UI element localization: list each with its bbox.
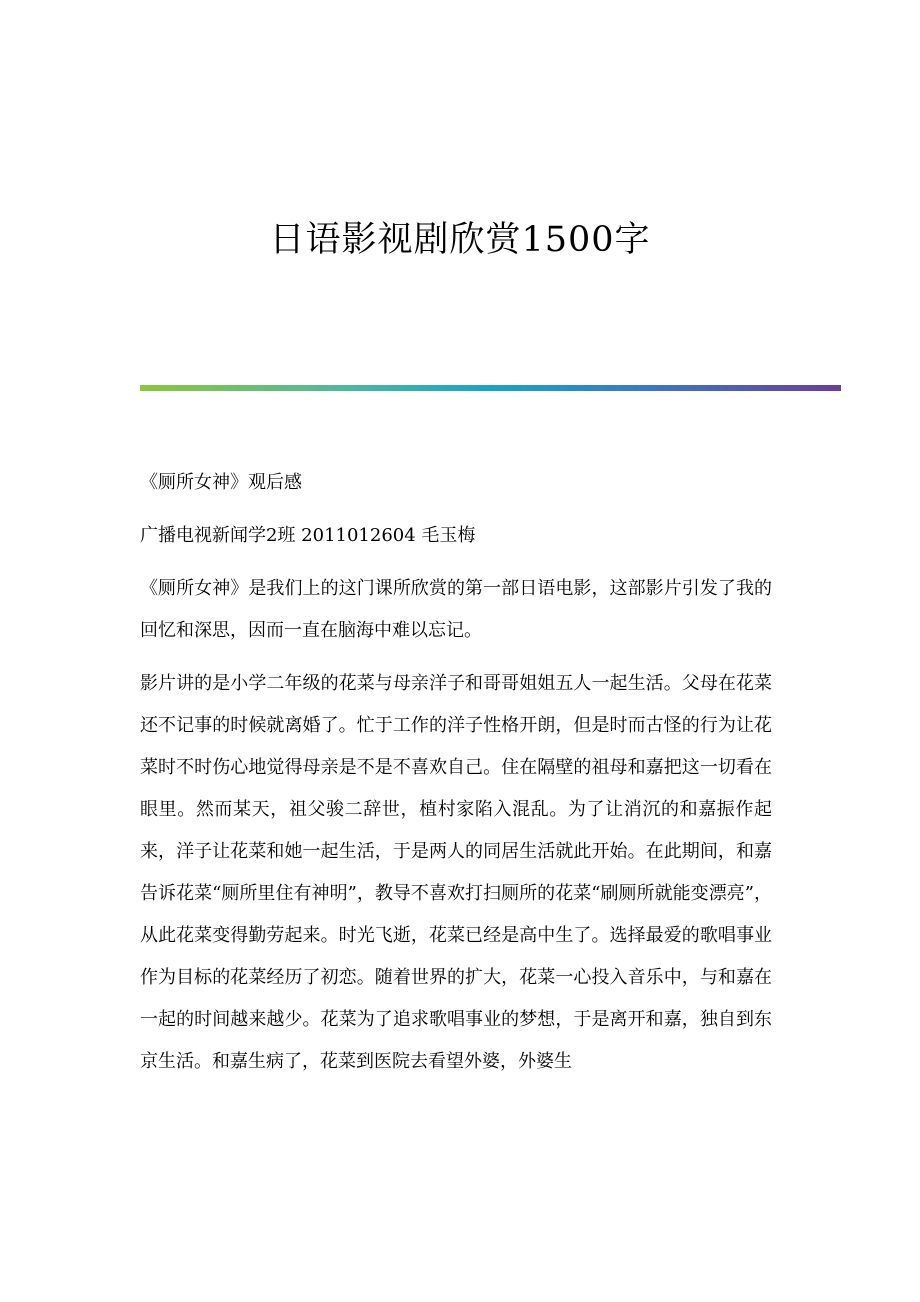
essay-heading: 《厕所女神》观后感 [140,472,302,493]
paragraph-2: 影片讲的是小学二年级的花菜与母亲洋子和哥哥姐姐五人一起生活。父母在花菜还不记事的时候就离婚了。忙于工作的洋子性格开朗，但是时而古怪的行为让花菜时不时伤心地觉得母亲是不是不喜欢自己。住在隔壁的祖母和嘉把这一切看在眼里。然而某天，祖父骏二辞世，植村家陷入混乱。为了让消沉的和嘉振作起来，洋子让花菜和她一起生活，于是两人的同居生活就此开始。在此期间，和嘉告诉花菜“厕所里住有神明”，教导不喜欢打扫厕所的花菜“刷厕所就能变漂亮”，从此花菜变得勤劳起来。时光飞逝，花菜已经是高中生了。选择最爱的歌唱事业作为目标的花菜经历了初恋。随着世界的扩大，花菜一心投入音乐中，与和嘉在一起的时间越来越少。花菜为了追求歌唱事业的梦想，于是离开和嘉，独自到东京生活。和嘉生病了，花菜到医院去看望外婆，外婆生 [140,673,772,1072]
author-line: 广播电视新闻学2班 2011012604 毛玉梅 [140,525,476,546]
document-body [140,462,772,1094]
paragraph-1: 《厕所女神》是我们上的这门课所欣赏的第一部日语电影，这部影片引发了我的回忆和深思，因而一直在脑海中难以忘记。 [140,578,772,641]
document-title: 日语影视剧欣赏1500字 [269,220,651,260]
title-divider [140,385,841,391]
